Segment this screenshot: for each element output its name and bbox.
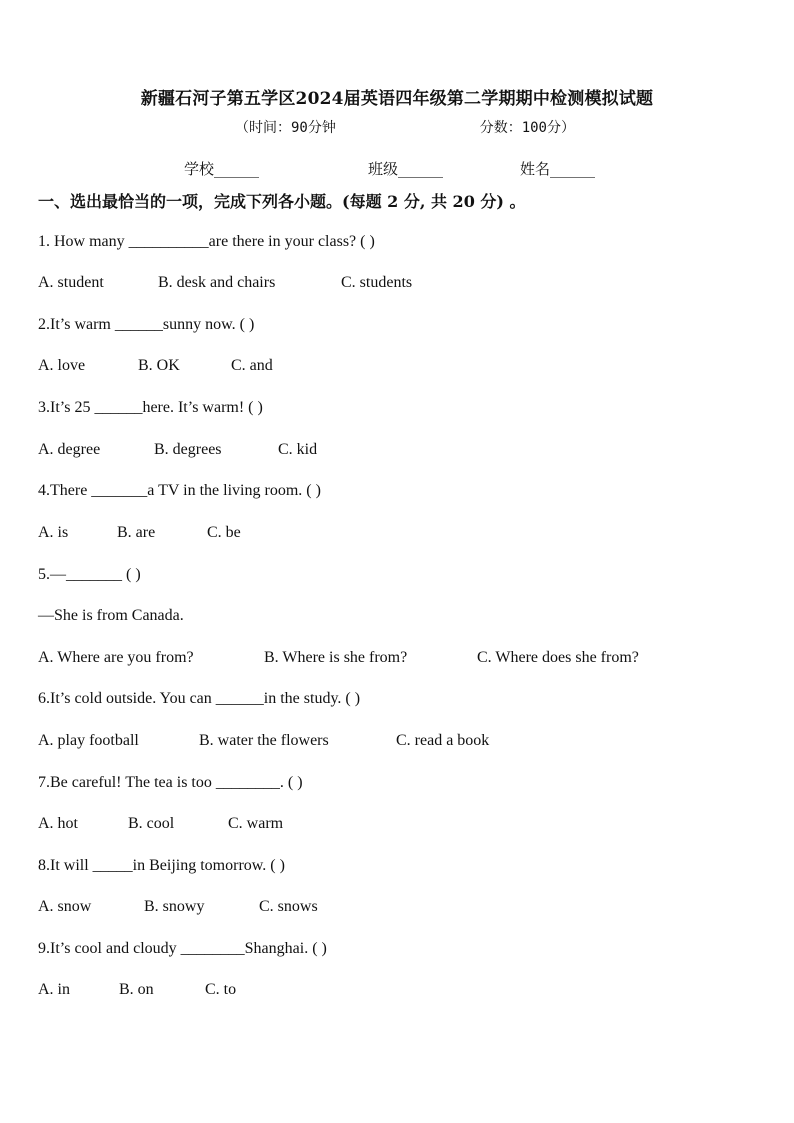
option-b[interactable]: B. Where is she from? <box>264 649 408 666</box>
question-stem: 8.It will _____in Beijing tomorrow. ( ) <box>38 857 285 874</box>
option-c[interactable]: C. read a book <box>396 732 490 749</box>
option-c[interactable]: C. kid <box>278 441 318 458</box>
option-b[interactable]: B. snowy <box>144 898 205 915</box>
question-stem: 6.It’s cold outside. You can ______in the study. ( ) <box>38 690 361 707</box>
option-a[interactable]: A. love <box>38 357 86 374</box>
exam-title: 新疆石河子第五学区2024届英语四年级第二学期期中检测模拟试题 <box>140 89 654 109</box>
option-c[interactable]: C. warm <box>228 815 284 832</box>
option-b[interactable]: B. are <box>117 524 156 541</box>
option-a[interactable]: A. student <box>38 274 104 291</box>
exam-meta <box>235 117 575 137</box>
question-stem: 7.Be careful! The tea is too ________. ( ) <box>38 774 303 791</box>
dialogue-reply: —She is from Canada. <box>38 607 184 624</box>
option-a[interactable]: A. degree <box>38 441 101 458</box>
total-score: 分数：100分） <box>479 120 575 136</box>
question-stem: 3.It’s 25 ______here. It’s warm! ( ) <box>38 399 263 416</box>
option-a[interactable]: A. snow <box>38 898 92 915</box>
question-stem: 2.It’s warm ______sunny now. ( ) <box>38 316 255 333</box>
option-c[interactable]: C. snows <box>259 898 318 915</box>
question-stem: 1. How many __________are there in your class? ( ) <box>38 233 375 250</box>
section-heading: 一、选出最恰当的一项，完成下列各小题。(每题 2 分, 共 20 分) 。 <box>38 192 526 211</box>
option-c[interactable]: C. Where does she from? <box>477 649 639 666</box>
option-b[interactable]: B. OK <box>138 357 180 374</box>
option-a[interactable]: A. is <box>38 524 69 541</box>
option-a[interactable]: A. play football <box>38 732 139 749</box>
option-b[interactable]: B. degrees <box>154 441 222 458</box>
option-a[interactable]: A. in <box>38 981 70 998</box>
option-b[interactable]: B. on <box>119 981 154 998</box>
option-c[interactable]: C. and <box>231 357 273 374</box>
option-b[interactable]: B. cool <box>128 815 175 832</box>
option-b[interactable]: B. desk and chairs <box>158 274 276 291</box>
option-c[interactable]: C. students <box>341 274 413 291</box>
option-a[interactable]: A. hot <box>38 815 78 832</box>
option-b[interactable]: B. water the flowers <box>199 732 329 749</box>
option-a[interactable]: A. Where are you from? <box>38 649 194 666</box>
option-c[interactable]: C. be <box>207 524 241 541</box>
question-stem: 4.There _______a TV in the living room. ( ) <box>38 482 321 499</box>
question-stem: 9.It’s cool and cloudy ________Shanghai. ( ) <box>38 940 327 957</box>
option-c[interactable]: C. to <box>205 981 237 998</box>
school-field[interactable]: 学校______ <box>184 160 260 178</box>
question-stem: 5.—_______ ( ) <box>38 566 141 583</box>
time-limit: （时间：90分钟 <box>235 120 336 136</box>
name-field[interactable]: 姓名______ <box>520 160 596 178</box>
class-field[interactable]: 班级______ <box>368 160 444 178</box>
